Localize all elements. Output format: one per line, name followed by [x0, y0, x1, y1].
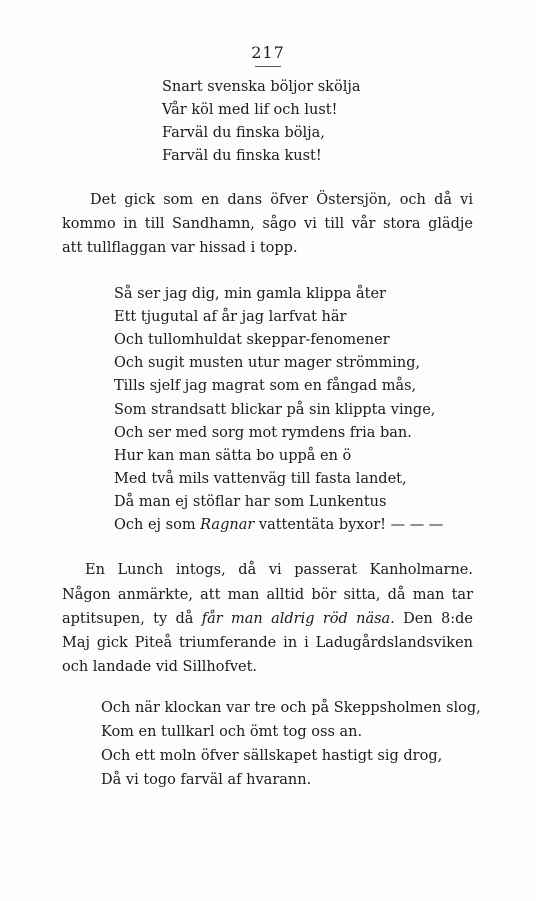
verse-line: Och sugit musten utur mager strömming,: [114, 355, 421, 371]
verse-line: Som strandsatt blickar på sin klippta vinge,: [114, 402, 436, 418]
verse-line: Vår köl med lif och lust!: [162, 102, 338, 118]
verse-line: Så ser jag dig, min gamla klippa åter: [114, 286, 386, 302]
prose-text: aptitsupen, ty då: [62, 611, 202, 627]
prose-line: [62, 610, 473, 628]
verse-line: Kom en tullkarl och ömt tog oss an.: [101, 724, 363, 740]
verse-line: [114, 516, 443, 534]
prose-line: kommo in till Sandhamn, sågo vi till vår stora glädje: [62, 216, 473, 232]
page-number-rule: [255, 66, 281, 67]
verse-line: Farväl du finska kust!: [162, 148, 322, 164]
italic-phrase: får man aldrig röd näsa.: [201, 611, 395, 627]
prose-line: Någon anmärkte, att man alltid bör sitta, då man tar: [62, 587, 473, 603]
prose-line: att tullflaggan var hissad i topp.: [62, 240, 298, 256]
prose-line: Maj gick Piteå triumferande in i Ladugårdslandsviken: [62, 635, 473, 651]
italic-name: Ragnar: [200, 517, 255, 533]
prose-text: Den 8:de: [394, 611, 473, 627]
verse-line: Med två mils vattenväg till fasta landet,: [114, 471, 407, 487]
prose-line: och landade vid Sillhofvet.: [62, 659, 258, 675]
verse-line: Och när klockan var tre och på Skeppsholmen slog,: [101, 700, 481, 716]
verse-line: Snart svenska böljor skölja: [162, 79, 361, 95]
verse-text: vattentäta byxor! — — —: [254, 517, 444, 533]
verse-line: Och ett moln öfver sällskapet hastigt sig drog,: [101, 748, 443, 764]
prose-line: Det gick som en dans öfver Östersjön, och då vi: [90, 192, 473, 208]
verse-line: Och tullomhuldat skeppar-fenomener: [114, 332, 390, 348]
prose-line: En Lunch intogs, då vi passerat Kanholmarne.: [85, 562, 473, 578]
verse-line: Då vi togo farväl af hvarann.: [101, 772, 312, 788]
verse-text: Och ej som: [114, 517, 201, 533]
verse-line: Hur kan man sätta bo uppå en ö: [114, 448, 352, 464]
verse-line: Och ser med sorg mot rymdens fria ban.: [114, 425, 412, 441]
verse-line: Tills sjelf jag magrat som en fångad mås,: [114, 378, 417, 394]
verse-line: Farväl du finska bölja,: [162, 125, 325, 141]
page-number: 217: [251, 43, 285, 62]
verse-line: Då man ej stöflar har som Lunkentus: [114, 494, 387, 510]
verse-line: Ett tjugutal af år jag larfvat här: [114, 309, 347, 325]
